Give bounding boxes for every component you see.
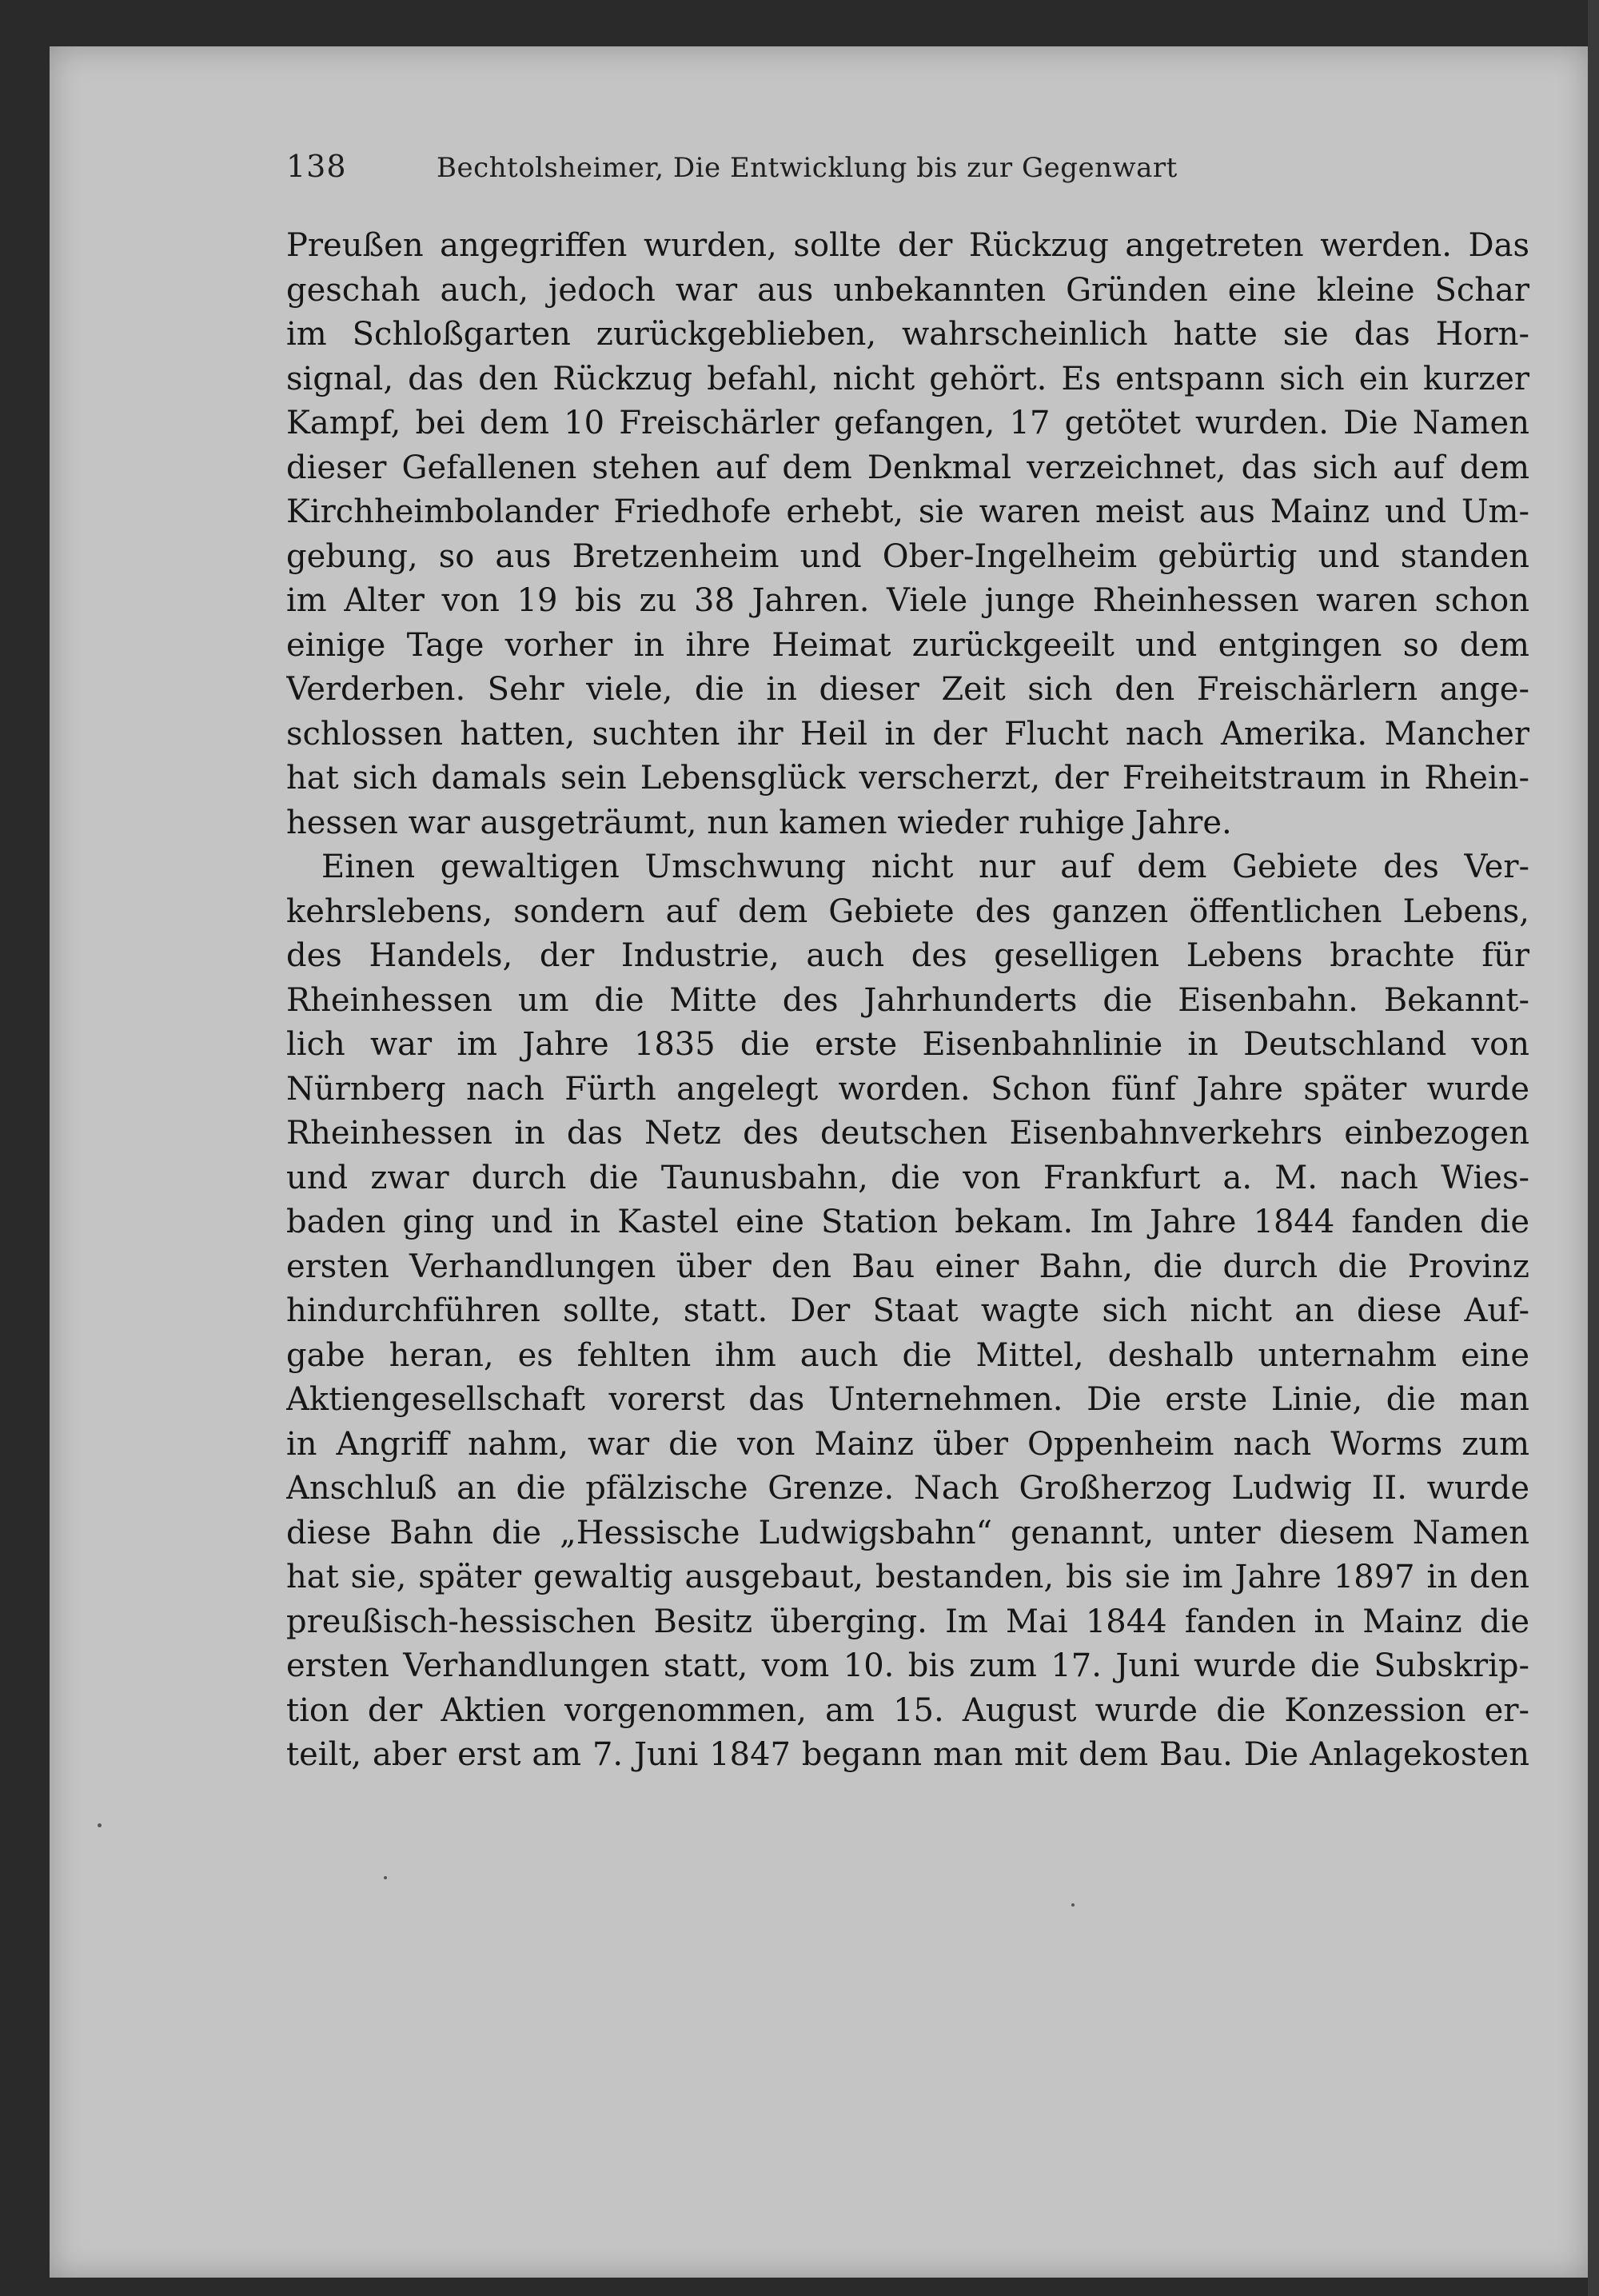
- text-line: lich war im Jahre 1835 die erste Eisenbahnlinie in Deutschland von: [286, 1026, 1529, 1063]
- page-number: 138: [286, 149, 347, 184]
- running-title: Bechtolsheimer, Die Entwicklung bis zur Gegenwart: [437, 152, 1178, 184]
- text-line: kehrslebens, sondern auf dem Gebiete des ganzen öffentlichen Lebens,: [286, 892, 1529, 930]
- text-line: Rheinhessen um die Mitte des Jahrhunderts die Eisenbahn. Bekannt-: [286, 981, 1529, 1019]
- text-line: signal, das den Rückzug befahl, nicht gehört. Es entspann sich ein kurzer: [286, 360, 1529, 397]
- text-line: hessen war ausgeträumt, nun kamen wieder ruhige Jahre.: [286, 804, 1232, 841]
- text-line: hindurchführen sollte, statt. Der Staat wagte sich nicht an diese Auf-: [286, 1292, 1529, 1329]
- text-line: Rheinhessen in das Netz des deutschen Eisenbahnverkehrs einbezogen: [286, 1115, 1529, 1152]
- text-line: hat sie, später gewaltig ausgebaut, bestanden, bis sie im Jahre 1897 in den: [286, 1559, 1529, 1595]
- text-line: im Alter von 19 bis zu 38 Jahren. Viele junge Rheinhessen waren schon: [286, 582, 1529, 619]
- text-line: Kampf, bei dem 10 Freischärler gefangen, 17 getötet wurden. Die Namen: [286, 405, 1529, 441]
- text-line: geschah auch, jedoch war aus unbekannten Gründen eine kleine Schar: [286, 271, 1529, 309]
- text-line: gabe heran, es fehlten ihm auch die Mittel, deshalb unternahm eine: [286, 1336, 1529, 1374]
- paper-speck: [1071, 1903, 1075, 1907]
- text-line: Preußen angegriffen wurden, sollte der Rückzug angetreten werden. Das: [286, 227, 1529, 264]
- paper-speck: [98, 1823, 102, 1827]
- body-text: [286, 224, 1529, 1778]
- text-line: Aktiengesellschaft vorerst das Unternehmen. Die erste Linie, die man: [286, 1381, 1529, 1418]
- text-line: preußisch-hessischen Besitz überging. Im Mai 1844 fanden in Mainz die: [286, 1603, 1529, 1640]
- text-line: schlossen hatten, suchten ihr Heil in der Flucht nach Amerika. Mancher: [286, 715, 1529, 753]
- text-line: baden ging und in Kastel eine Station bekam. Im Jahre 1844 fanden die: [286, 1204, 1529, 1240]
- text-line: einige Tage vorher in ihre Heimat zurückgeeilt und entgingen so dem: [286, 626, 1529, 664]
- text-line: hat sich damals sein Lebensglück verscherzt, der Freiheitstraum in Rhein-: [286, 760, 1529, 797]
- text-line: diese Bahn die „Hessische Ludwigsbahn“ genannt, unter diesem Namen: [286, 1514, 1529, 1551]
- text-line: im Schloßgarten zurückgeblieben, wahrscheinlich hatte sie das Horn-: [286, 316, 1529, 353]
- text-line: Einen gewaltigen Umschwung nicht nur auf dem Gebiete des Ver-: [321, 849, 1529, 885]
- book-edge: [1588, 0, 1599, 2296]
- text-line: ersten Verhandlungen statt, vom 10. bis zum 17. Juni wurde die Subskrip-: [286, 1647, 1529, 1684]
- text-line: gebung, so aus Bretzenheim und Ober-Ingelheim gebürtig und standen: [286, 537, 1529, 575]
- text-line: Kirchheimbolander Friedhofe erhebt, sie waren meist aus Mainz und Um-: [286, 493, 1529, 530]
- text-line: teilt, aber erst am 7. Juni 1847 begann man mit dem Bau. Die Anlagekosten: [286, 1736, 1529, 1773]
- text-line: ersten Verhandlungen über den Bau einer Bahn, die durch die Provinz: [286, 1248, 1529, 1285]
- text-line: des Handels, der Industrie, auch des geselligen Lebens brachte für: [286, 937, 1529, 974]
- text-line: Nürnberg nach Fürth angelegt worden. Schon fünf Jahre später wurde: [286, 1070, 1529, 1108]
- text-line: und zwar durch die Taunusbahn, die von Frankfurt a. M. nach Wies-: [286, 1159, 1529, 1196]
- text-line: Verderben. Sehr viele, die in dieser Zeit sich den Freischärlern ange-: [286, 671, 1529, 708]
- text-line: Anschluß an die pfälzische Grenze. Nach Großherzog Ludwig II. wurde: [286, 1470, 1529, 1507]
- text-line: in Angriff nahm, war die von Mainz über Oppenheim nach Worms zum: [286, 1425, 1529, 1463]
- text-line: dieser Gefallenen stehen auf dem Denkmal verzeichnet, das sich auf dem: [286, 449, 1529, 486]
- page-header: [286, 144, 1533, 192]
- text-line: tion der Aktien vorgenommen, am 15. August wurde die Konzession er-: [286, 1691, 1529, 1729]
- paper-speck: [384, 1876, 387, 1879]
